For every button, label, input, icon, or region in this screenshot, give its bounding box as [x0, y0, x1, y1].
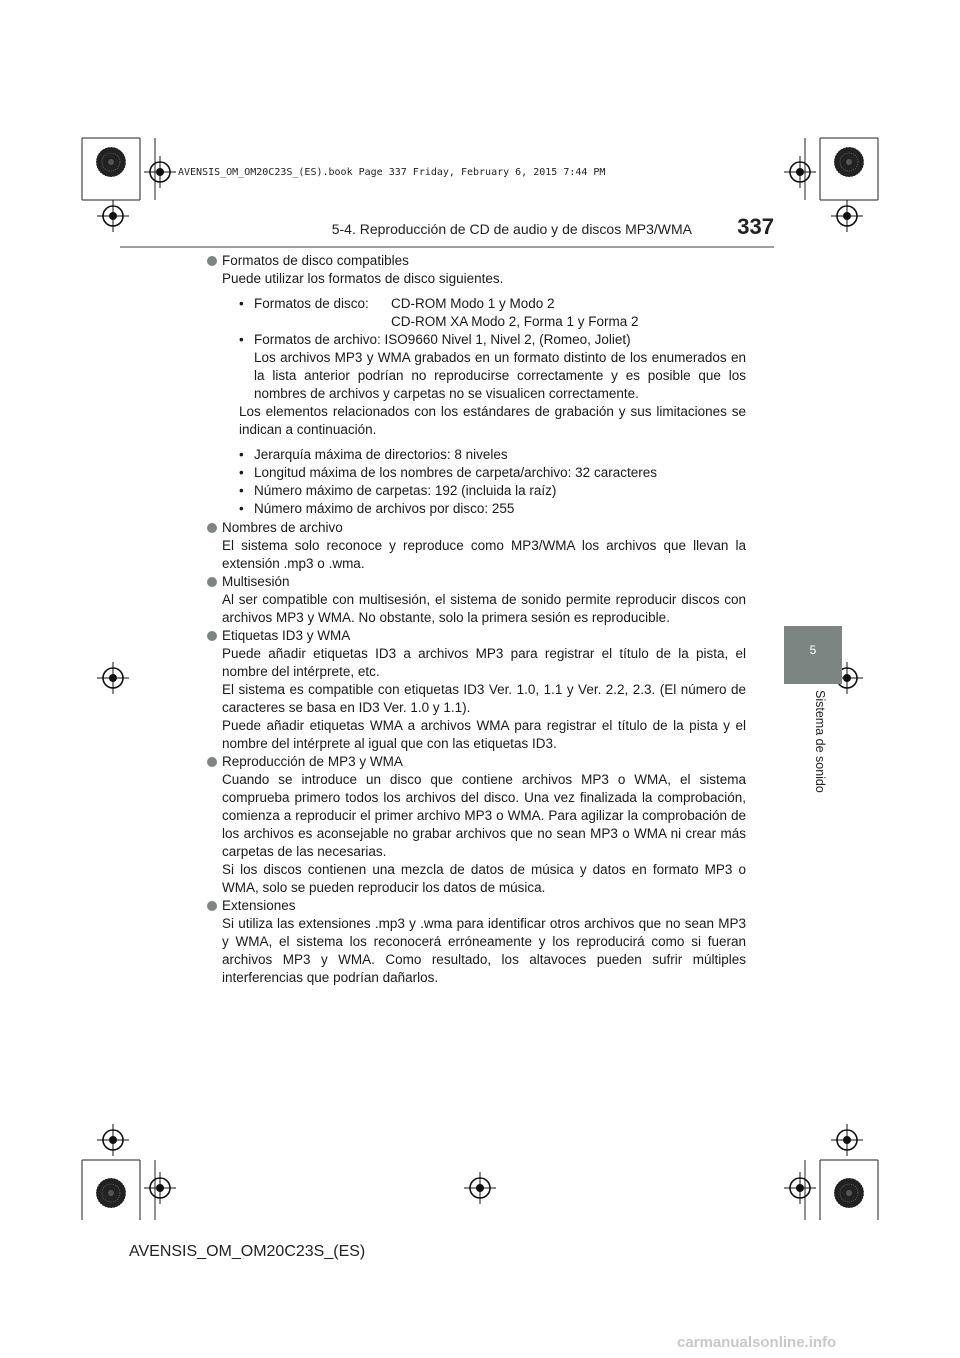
watermark: carmanualsonline.info — [677, 1334, 837, 1351]
list-item: • Formatos de archivo: ISO9660 Nivel 1, Nivel 2, (Romeo, Joliet) — [239, 331, 746, 349]
list-item: • Número máximo de archivos por disco: 255 — [239, 500, 746, 518]
multisession-text: Al ser compatible con multisesión, el sistema de sonido permite reproducir discos con archivos MP3 y WMA. No obstante, solo la primera sesión es reproducible. — [222, 592, 746, 625]
tags-text-1: Puede añadir etiquetas ID3 a archivos MP3 para registrar el título de la pista, el nombre del intérprete, etc. — [222, 646, 746, 679]
section-multisession-title: Multisesión — [222, 573, 746, 591]
list-item: • Jerarquía máxima de directorios: 8 niveles — [239, 446, 746, 464]
formats-intro: Puede utilizar los formatos de disco siguientes. — [222, 271, 504, 286]
list-item: • Número máximo de carpetas: 192 (incluida la raíz) — [239, 482, 746, 500]
list-item: • Longitud máxima de los nombres de carpeta/archivo: 32 caracteres — [239, 464, 746, 482]
page-header — [120, 216, 774, 248]
bullet-dot-icon — [207, 256, 217, 266]
file-note: Los archivos MP3 y WMA grabados en un formato distinto de los enumerados en la lista anterior podrían no reproducirse correctamente y es posible que los nombres de archivos y carpetas no se visualicen correctamente. — [254, 350, 746, 401]
section-filenames-title: Nombres de archivo — [222, 519, 746, 537]
formats-list — [239, 295, 746, 403]
bullet-dot-icon — [207, 631, 217, 641]
filenames-text: El sistema solo reconoce y reproduce como MP3/WMA los archivos que llevan la extensión .mp3 o .wma. — [222, 538, 746, 571]
bullet-dot-icon — [207, 577, 217, 587]
playback-text-1: Cuando se introduce un disco que contiene archivos MP3 o WMA, el sistema comprueba primero todos los archivos del disco. Una vez finalizada la comprobación, comienza a reproducir el primer archivo MP3 o WMA. Para agilizar la comprobación de los archivos es aconsejable no grabar archivos que no sean MP3 o WMA ni crear más carpetas de las necesarias. — [222, 772, 746, 859]
bullet-dot-icon — [207, 901, 217, 911]
chapter-label: Sistema de sonido — [813, 690, 827, 793]
chapter-tab — [784, 626, 842, 684]
bullet-dot-icon — [207, 523, 217, 533]
limits-list — [239, 446, 746, 518]
playback-text-2: Si los discos contienen una mezcla de datos de música y datos en formato MP3 o WMA, solo se pueden reproducir los datos de música. — [222, 862, 746, 895]
bullet-dot-icon — [207, 757, 217, 767]
section-title: 5-4. Reproducción de CD de audio y de discos MP3/WMA — [331, 221, 692, 237]
tags-text-2: El sistema es compatible con etiquetas ID3 Ver. 1.0, 1.1 y Ver. 2.2, 2.3. (El número de caracteres se basa en ID3 Ver. 1.0 y 1.1). — [222, 682, 746, 715]
section-playback-title: Reproducción de MP3 y WMA — [222, 753, 746, 771]
page-content — [222, 252, 746, 987]
section-formats-title: Formatos de disco compatibles — [222, 252, 746, 270]
page-number: 337 — [737, 214, 774, 239]
extensions-text: Si utiliza las extensiones .mp3 y .wma para identificar otros archivos que no sean MP3 y WMA, el sistema los reconocerá erróneamente y los reproducirá como si fueran archivos MP3 y WMA. Como resultado, los altavoces pueden sufrir múltiples interferencias que podrían dañarlos. — [222, 916, 746, 985]
print-info: AVENSIS_OM_OM20C23S_(ES).book Page 337 Friday, February 6, 2015 7:44 PM — [178, 167, 606, 178]
footer-code: AVENSIS_OM_OM20C23S_(ES) — [129, 1243, 366, 1260]
section-tags-title: Etiquetas ID3 y WMA — [222, 627, 746, 645]
chapter-number: 5 — [809, 643, 817, 657]
list-item: • Formatos de disco: CD-ROM Modo 1 y Modo 2 CD-ROM XA Modo 2, Forma 1 y Forma 2 — [239, 295, 746, 331]
tags-text-3: Puede añadir etiquetas WMA a archivos WMA para registrar el título de la pista y el nombre del intérprete al igual que con las etiquetas ID3. — [222, 718, 746, 751]
section-extensions-title: Extensiones — [222, 897, 746, 915]
standards-note: Los elementos relacionados con los estándares de grabación y sus limitaciones se indican a continuación. — [239, 404, 746, 437]
